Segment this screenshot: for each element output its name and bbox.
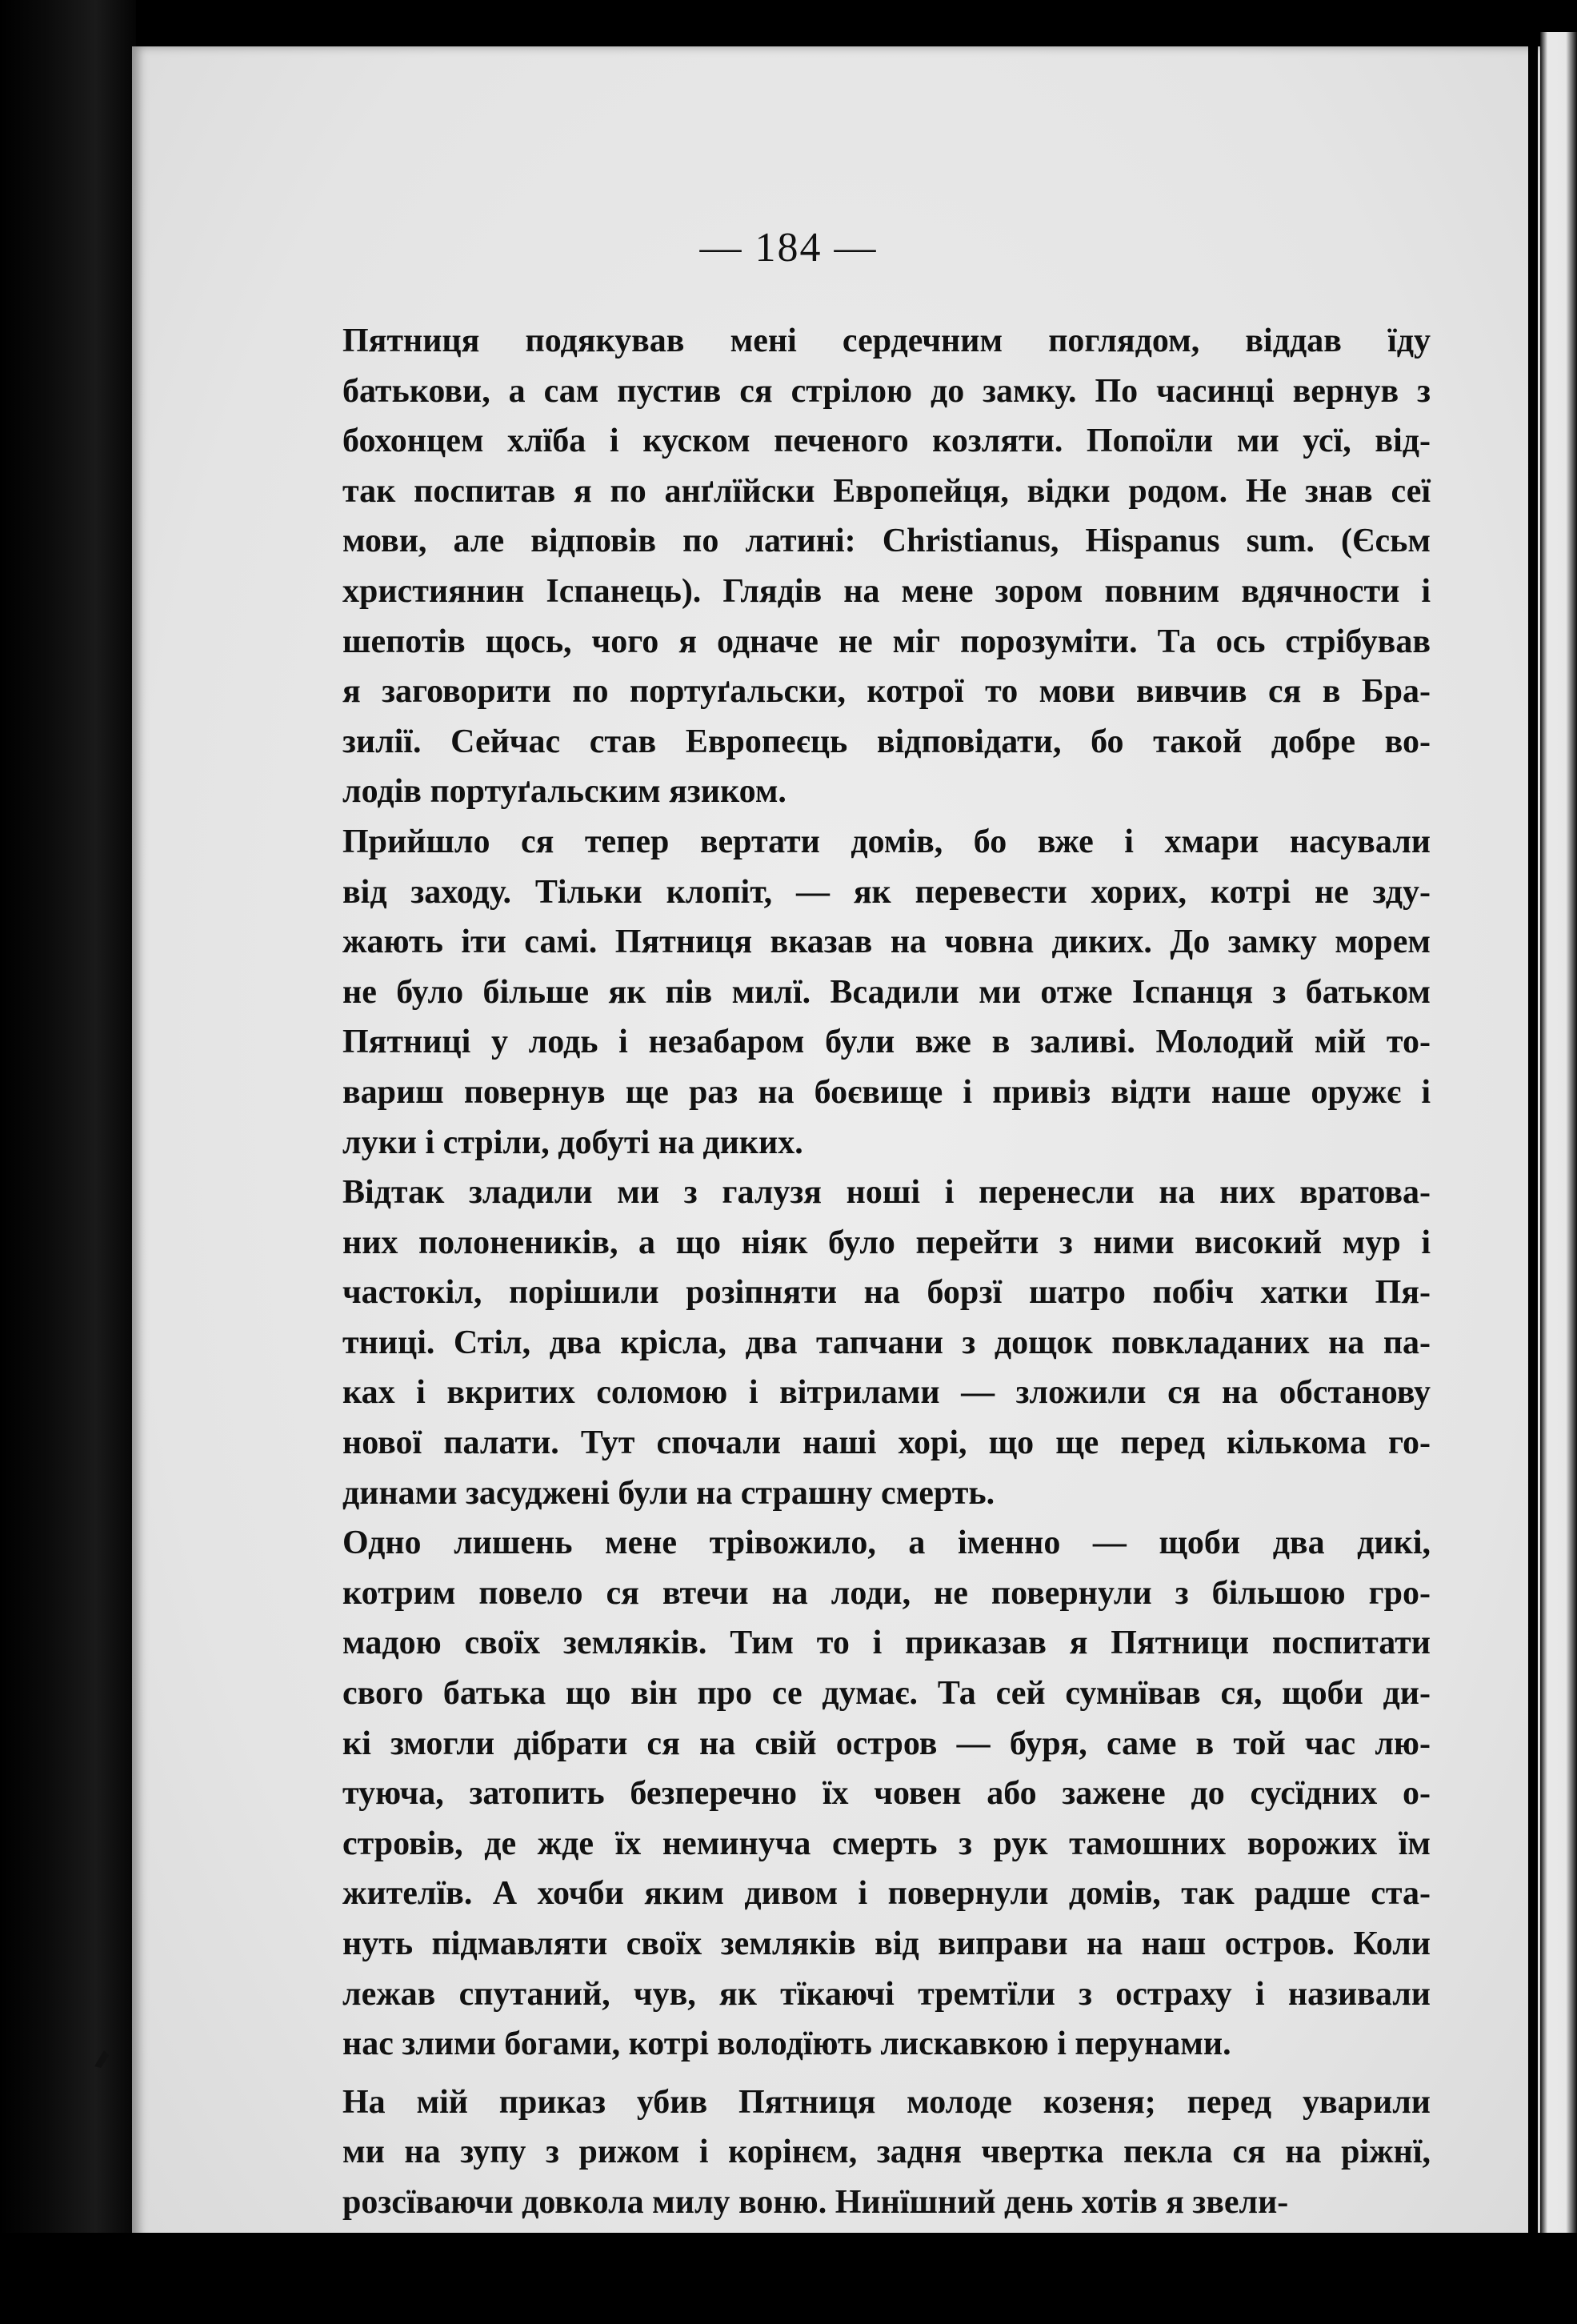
text-line: Одно лишень мене трівожило, а іменно — щоби два дикі,: [342, 1525, 1431, 1562]
scan-bottom-margin: [0, 2233, 1577, 2324]
paragraph: [342, 1168, 1431, 1518]
paragraph: [342, 316, 1431, 817]
text-line: батькови, а сам пустив ся стрілою до замку. По часинці вернув з: [342, 372, 1431, 410]
text-line: шепотів щось, чого я одначе не міг порозуміти. Та ось стрібував: [342, 623, 1431, 660]
text-line: бохонцем хлїба і куском печеного козляти. Попоїли ми усї, від-: [342, 423, 1431, 460]
text-line: жають іти самі. Пятниця вказав на човна диких. До замку морем: [342, 924, 1431, 961]
text-line: тниці. Стіл, два крісла, два тапчани з дощок повкладаних на па-: [342, 1324, 1431, 1361]
next-page-edge: [1540, 32, 1577, 2324]
text-line: нуть підмавляти своїх земляків від виправи на наш остров. Коли: [342, 1925, 1431, 1962]
text-line: мадою своїх земляків. Тим то і приказав я Пятници поспитати: [342, 1625, 1431, 1662]
text-line: зилії. Сейчас став Европеєць відповідати, бо такой добре во-: [342, 723, 1431, 760]
text-line: я заговорити по портуґальски, котрої то мови вивчив ся в Бра-: [342, 673, 1431, 711]
text-line: мови, але відповів по латині: Christianus, Hispanus sum. (Єсьм: [342, 523, 1431, 560]
text-line: жителїв. А хочби яким дивом і повернули домів, так радше ста-: [342, 1875, 1431, 1913]
text-line: лодів портуґальским язиком.: [342, 773, 786, 811]
text-line: так поспитав я по анґлїйски Европейця, відки родом. Не знав сеї: [342, 472, 1431, 510]
paragraph: [342, 2078, 1431, 2228]
text-line: луки і стріли, добуті на диких.: [342, 1124, 803, 1161]
paragraph: [342, 817, 1431, 1168]
text-line: свого батька що він про се думає. Та сей сумнївав ся, щоби ди-: [342, 1675, 1431, 1713]
book-binding-edge: [0, 0, 136, 2324]
page-number: — 184 —: [699, 225, 878, 270]
text-line: лежав спутаний, чув, як тїкаючі тремтїли з остраху і називали: [342, 1975, 1431, 2013]
text-line: вариш повернув ще раз на боєвище і привіз відти наше оружє і: [342, 1073, 1431, 1111]
paragraph: [342, 1518, 1431, 2070]
text-line: котрим повело ся втечи на лоди, не повернули з більшою гро-: [342, 1574, 1431, 1612]
text-line: динами засуджені були на страшну смерть.: [342, 1474, 995, 1512]
text-line: Прийшло ся тепер вертати домів, бо вже і хмари насували: [342, 823, 1431, 860]
text-line: розсїваючи довкола милу воню. Нинїшний день хотів я звели-: [342, 2183, 1289, 2221]
text-line: нової палати. Тут спочали наші хорі, що ще перед кількома го-: [342, 1424, 1431, 1462]
text-line: На мій приказ убив Пятниця молоде козеня; перед уварили: [342, 2083, 1431, 2121]
body-text: [342, 316, 1431, 2228]
text-line: стровів, де жде їх неминуча смерть з рук тамошних ворожих їм: [342, 1825, 1431, 1862]
text-line: Відтак зладили ми з галузя ноші і перенесли на них вратова-: [342, 1174, 1431, 1212]
text-line: не було більше як пів милї. Всадили ми отже Іспанця з батьком: [342, 973, 1431, 1011]
page-edge-shadow: [1528, 46, 1538, 2279]
text-line: нас злими богами, котрі володїють лискавкою і перунами.: [342, 2025, 1231, 2063]
text-line: християнин Іспанець). Глядів на мене зором повним вдячности і: [342, 572, 1431, 610]
paragraph-gap: [342, 2070, 1431, 2078]
text-line: них полонеників, а що ніяк було перейти з ними високий мур і: [342, 1224, 1431, 1261]
scan-artifact-mark: [86, 2039, 118, 2071]
text-line: Пятниця подякував мені сердечним поглядом, віддав їду: [342, 323, 1431, 359]
text-line: кі змогли дібрати ся на свій остров — буря, саме в той час лю-: [342, 1725, 1431, 1762]
text-line: частокіл, порішили розіпняти на борзї шатро побіч хатки Пя-: [342, 1274, 1431, 1312]
text-line: туюча, затопить безперечно їх човен або зажене до сусїдних о-: [342, 1775, 1431, 1813]
text-line: ми на зупу з рижом і корінєм, задня чвертка пекла ся на ріжнї,: [342, 2134, 1431, 2171]
text-line: від заходу. Тільки клопіт, — як перевести хорих, котрі не зду-: [342, 873, 1431, 911]
text-line: ках і вкритих соломою і вітрилами — зложили ся на обстанову: [342, 1374, 1431, 1412]
text-line: Пятниці у лодь і незабаром були вже в заливі. Молодий мій то-: [342, 1024, 1431, 1061]
